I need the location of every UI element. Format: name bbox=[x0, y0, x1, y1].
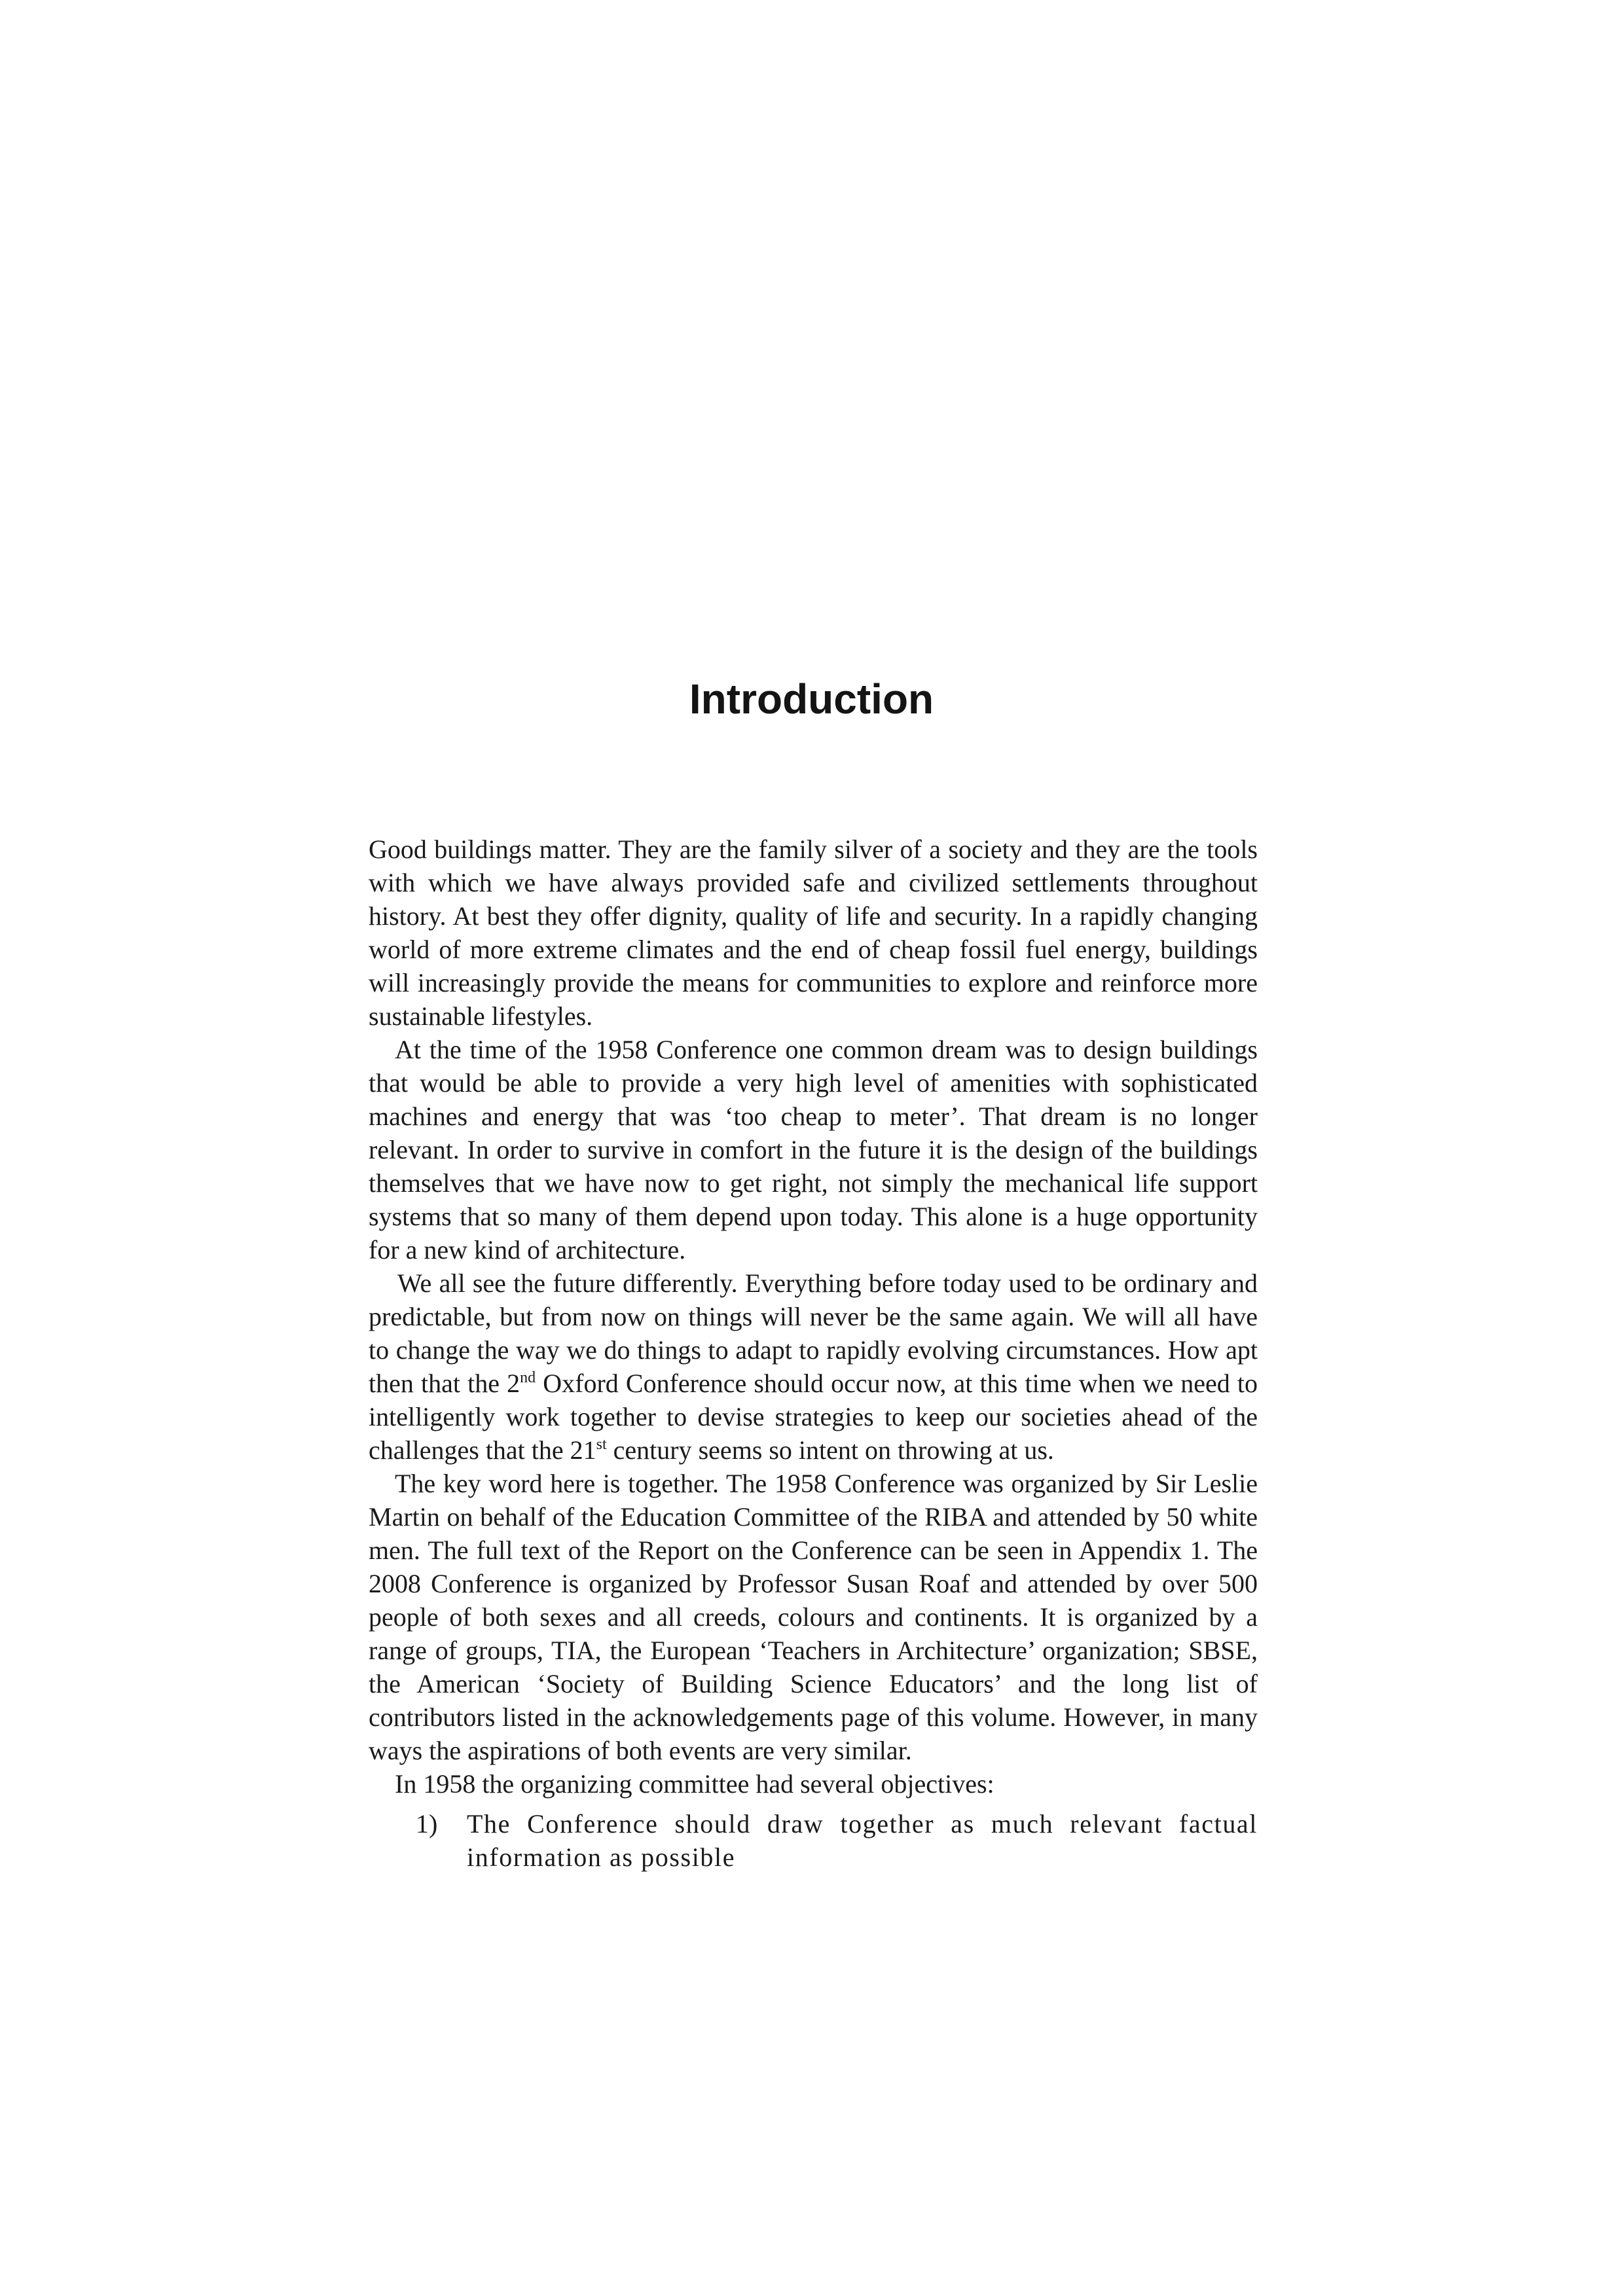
superscript-nd: nd bbox=[520, 1369, 536, 1386]
superscript-st: st bbox=[596, 1436, 607, 1453]
paragraph-3 bbox=[369, 1266, 1258, 1467]
paragraph-1: Good buildings matter. They are the family silver of a society and they are the tools with which we have always provided safe and civilized settlements throughout history. At best they offer dignity, quality of life and security. In a rapidly changing world of more extreme climates and the end of cheap fossil fuel energy, buildings will increasingly provide the means for communities to explore and reinforce more sustainable lifestyles. bbox=[369, 834, 1258, 1031]
paragraph-3-text-c: century seems so intent on throwing at us. bbox=[606, 1435, 1054, 1465]
paragraph-3-text-b: Oxford Conference should occur now, at this time when we need to intelligently work together to devise strategies to keep our societies ahead of the challenges that the 21 bbox=[369, 1369, 1258, 1465]
paragraph-4: The key word here is together. The 1958 Conference was organized by Sir Leslie Martin on behalf of the Education Committee of the RIBA and attended by 50 white men. The full text of the Report on the Conference can be seen in Appendix 1. The 2008 Conference is organized by Professor Susan Roaf and attended by over 500 people of both sexes and all creeds, colours and continents. It is organized by a range of groups, TIA, the European ‘Teachers in Architecture’ organization; SBSE, the American ‘Society of Building Science Educators’ and the long list of contributors listed in the acknowledgements page of this volume. However, in many ways the aspirations of both events are very similar. bbox=[369, 1469, 1258, 1765]
list-item bbox=[369, 1807, 1258, 1874]
paragraph-2: At the time of the 1958 Conference one common dream was to design buildings that would be able to provide a very high level of amenities with sophisticated machines and energy that was ‘too cheap to meter’. That dream is no longer relevant. In order to survive in comfort in the future it is the design of the buildings themselves that we have now to get right, not simply the mechanical life support systems that so many of them depend upon today. This alone is a huge opportunity for a new kind of architecture. bbox=[369, 1035, 1258, 1265]
paragraph-5: In 1958 the organizing committee had several objectives: bbox=[395, 1769, 994, 1799]
objectives-list bbox=[369, 1807, 1258, 1874]
paragraph-3-text-a: We all see the future differently. Everything before today used to be ordinary and predictable, but from now on things will never be the same again. We will all have to change the way we do things to adapt to rapidly evolving circumstances. How apt then that the 2 bbox=[369, 1268, 1258, 1398]
body-text bbox=[369, 833, 1258, 1874]
list-item-text: The Conference should draw together as much relevant factual information as possible bbox=[467, 1809, 1258, 1872]
page-title: Introduction bbox=[689, 675, 934, 723]
list-item-number: 1) bbox=[416, 1809, 438, 1839]
